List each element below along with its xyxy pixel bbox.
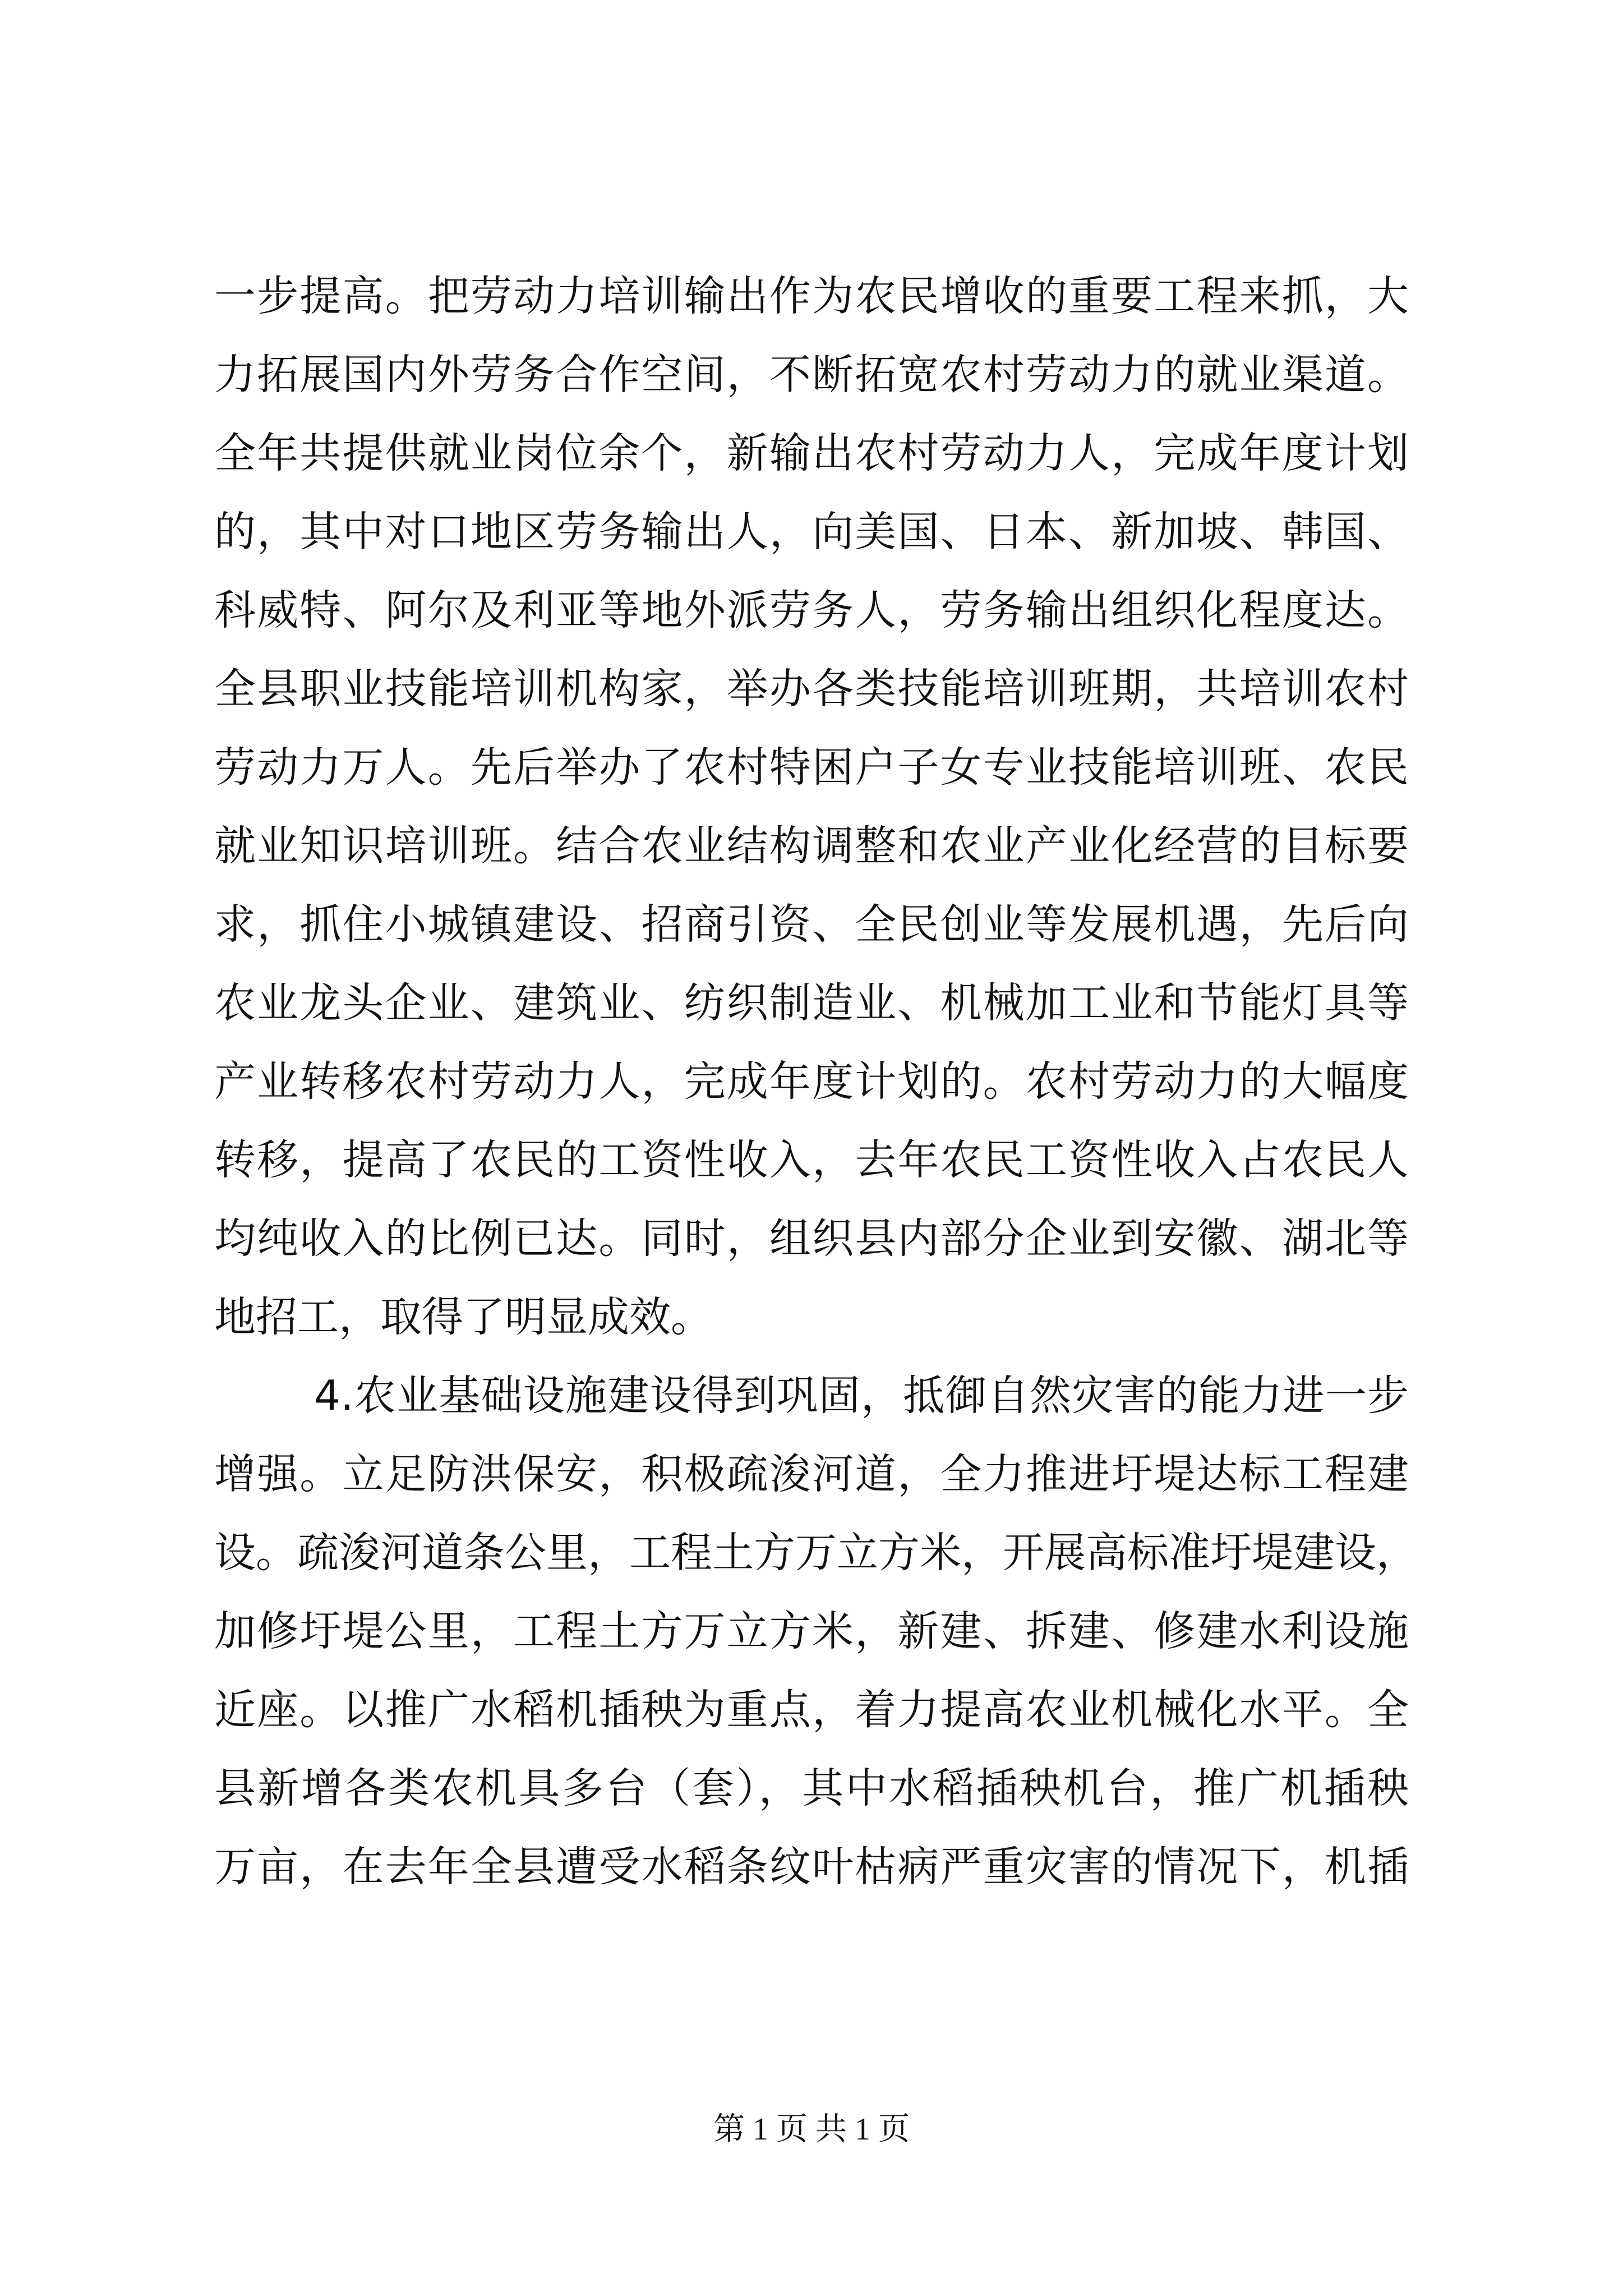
text-line: 设。疏浚河道条公里，工程土方万立方米，开展高标准圩堤建设，	[214, 1529, 1418, 1577]
text-line: 万亩，在去年全县遭受水稻条纹叶枯病严重灾害的情况下，机插	[214, 1843, 1409, 1891]
text-line: 近座。以推广水稻机插秧为重点，着力提高农业机械化水平。全	[214, 1686, 1409, 1734]
page-footer: 第 1 页 共 1 页	[713, 2112, 910, 2147]
text-line: 劳动力万人。先后举办了农村特困户子女专业技能培训班、农民	[214, 743, 1409, 792]
text-line: 一步提高。把劳动力培训输出作为农民增收的重要工程来抓，大	[214, 272, 1409, 320]
text-line: 科威特、阿尔及利亚等地外派劳务人，劳务输出组织化程度达。	[214, 586, 1409, 634]
text-line: 加修圩堤公里，工程土方万立方米，新建、拆建、修建水利设施	[214, 1607, 1409, 1655]
text-line: 就业知识培训班。结合农业结构调整和农业产业化经营的目标要	[214, 822, 1409, 870]
text-line: 均纯收入的比例已达。同时，组织县内部分企业到安徽、湖北等	[214, 1214, 1409, 1263]
text-line: 产业转移农村劳动力人，完成年度计划的。农村劳动力的大幅度	[214, 1057, 1409, 1106]
section-heading-line: 4.农业基础设施建设得到巩固，抵御自然灾害的能力进一步	[314, 1372, 1409, 1420]
text-line: 的，其中对口地区劳务输出人，向美国、日本、新加坡、韩国、	[214, 508, 1409, 556]
text-line: 地招工，取得了明显成效。	[214, 1293, 712, 1341]
text-line: 转移，提高了农民的工资性收入，去年农民工资性收入占农民人	[214, 1136, 1409, 1184]
text-line: 增强。立足防洪保安，积极疏浚河道，全力推进圩堤达标工程建	[214, 1450, 1409, 1498]
text-line: 求，抓住小城镇建设、招商引资、全民创业等发展机遇，先后向	[214, 900, 1409, 949]
text-line: 农业龙头企业、建筑业、纺织制造业、机械加工业和节能灯具等	[214, 979, 1409, 1027]
text-line: 力拓展国内外劳务合作空间，不断拓宽农村劳动力的就业渠道。	[214, 351, 1409, 399]
text-line: 全年共提供就业岗位余个，新输出农村劳动力人，完成年度计划	[214, 429, 1409, 477]
text-line: 县新增各类农机具多台（套），其中水稻插秧机台，推广机插秧	[214, 1764, 1409, 1812]
text-line: 全县职业技能培训机构家，举办各类技能培训班期，共培训农村	[214, 665, 1409, 713]
